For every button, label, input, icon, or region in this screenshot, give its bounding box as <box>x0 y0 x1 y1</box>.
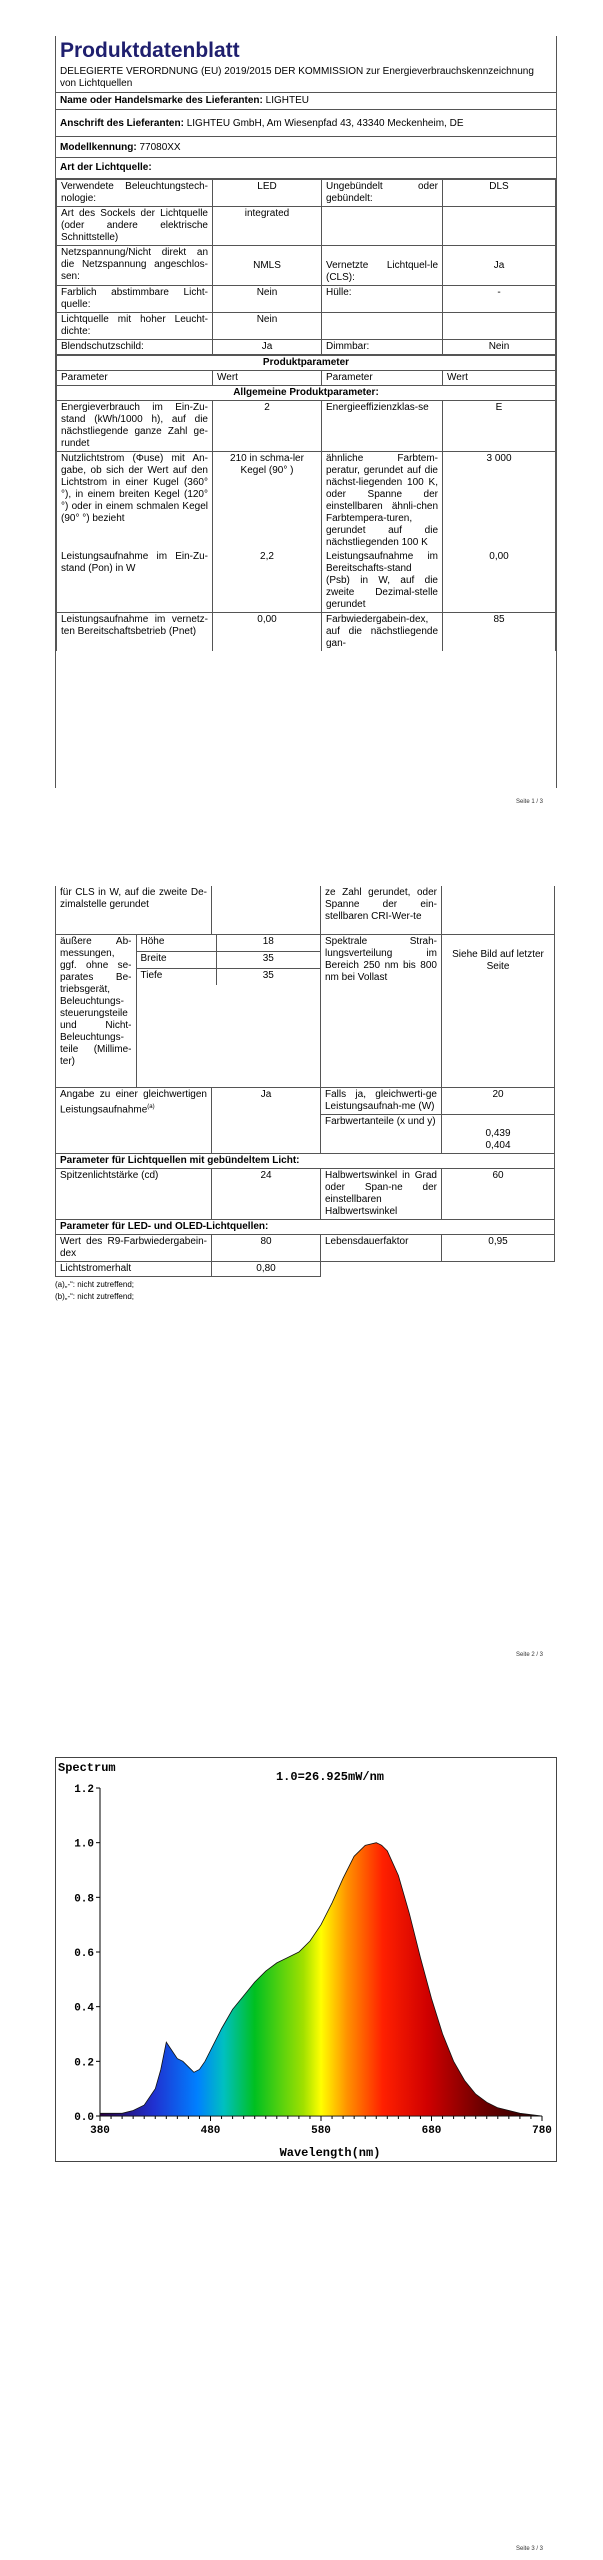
dim-name: Höhe <box>136 935 216 951</box>
supplier-name-label: Name oder Handelsmarke des Lieferanten: <box>60 95 263 106</box>
y-tick-label: 0.4 <box>74 2002 94 2015</box>
chroma-y: 0,404 <box>485 1140 511 1151</box>
row-label: Farblich abstimmbare Licht-quelle: <box>57 286 213 313</box>
x-tick-label: 780 <box>532 2125 552 2137</box>
empty-cell <box>212 886 321 935</box>
spectrum-svg <box>56 1758 556 2161</box>
row-label: Art des Sockels der Lichtquelle (oder andere elektrische Schnittstelle) <box>57 207 213 246</box>
row-value: LED <box>213 180 322 207</box>
y-tick-label: 0.2 <box>74 2057 94 2070</box>
survival-label: Lebensdauerfaktor <box>321 1235 442 1262</box>
maint-label: Lichtstromerhalt <box>56 1262 212 1277</box>
maint-value: 0,80 <box>212 1262 321 1277</box>
eclass-label: Energieeffizienzklas-se <box>322 401 443 452</box>
chroma-label: Farbwertanteile (x und y) <box>321 1115 442 1154</box>
continued-params-table <box>55 886 555 1277</box>
pnet-label: Leistungsaufnahme im vernetz-ten Bereitschaftsbetrieb (Pnet) <box>57 613 213 652</box>
row-label-2: Vernetzte Lichtquel-le (CLS): <box>322 246 443 286</box>
peak-value: 24 <box>212 1169 321 1220</box>
dim-name: Tiefe <box>136 969 216 986</box>
cct-value: 3 000 <box>443 452 556 551</box>
y-tick-label: 0.0 <box>74 2112 94 2124</box>
row-label: Verwendete Beleuchtungstech-nologie: <box>57 180 213 207</box>
col-value: Wert <box>213 371 322 386</box>
row-label: Netzspannung/Nicht direkt an die Netzspannung angeschlos-sen: <box>57 246 213 286</box>
table-row <box>57 613 556 652</box>
dim-value: 35 <box>216 951 320 968</box>
row-label-2: Dimmbar: <box>322 340 443 355</box>
led-header: Parameter für LED- und OLED-Lichtquellen: <box>56 1220 555 1235</box>
footnotes <box>55 1277 555 1303</box>
row-value: integrated <box>213 207 322 246</box>
supplier-name-row <box>56 92 556 109</box>
general-params-header: Allgemeine Produktparameter: <box>57 386 556 401</box>
x-tick-label: 380 <box>90 2125 110 2137</box>
pon-label: Leistungsaufnahme im Ein-Zu-stand (Pon) in W <box>57 550 213 613</box>
psb-value: 0,00 <box>443 550 556 613</box>
row-value-2: - <box>443 286 556 313</box>
page-title: Produktdatenblatt <box>60 39 240 62</box>
page-2 <box>0 886 603 1666</box>
page-number: Seite 3 / 3 <box>516 2546 544 2552</box>
col-value-2: Wert <box>443 371 556 386</box>
table-row <box>56 1088 555 1115</box>
eclass-value: E <box>443 401 556 452</box>
empty-cell <box>442 886 555 935</box>
table-row <box>57 286 556 313</box>
page-1-frame <box>55 36 557 788</box>
y-tick-label: 1.0 <box>74 1838 94 1851</box>
row-value: NMLS <box>213 246 322 286</box>
page-number: Seite 2 / 3 <box>516 1652 544 1658</box>
product-params-header: Produktparameter <box>57 356 556 371</box>
equiv-label <box>56 1088 212 1154</box>
x-axis-label: Wavelength(nm) <box>279 2146 381 2160</box>
table-row <box>57 340 556 355</box>
dimensions-table <box>56 935 320 1087</box>
cri-label-cont: ze Zahl gerundet, oder Spanne der ein-stellbaren CRI-Wer-te <box>321 886 442 935</box>
col-param-2: Parameter <box>322 371 443 386</box>
pnet-value: 0,00 <box>213 613 322 652</box>
table-row <box>56 1262 555 1277</box>
row-label-2 <box>322 207 443 246</box>
peak-label: Spitzenlichtstärke (cd) <box>56 1169 212 1220</box>
equiv-value: Ja <box>212 1088 321 1154</box>
y-tick-label: 0.6 <box>74 1948 94 1960</box>
beam-label: Halbwertswinkel in Grad oder Span-ne der einstellbaren Halbwertswinkel <box>321 1169 442 1220</box>
row-label: Blendschutzschild: <box>57 340 213 355</box>
table-row <box>57 180 556 207</box>
table-row <box>57 207 556 246</box>
x-tick-label: 480 <box>200 2125 221 2137</box>
flux-value: 210 in schma-ler Kegel (90° ) <box>213 452 322 551</box>
row-label-2 <box>322 313 443 340</box>
product-params-table <box>56 355 556 651</box>
cri-label: Farbwiedergabein-dex, auf die nächstliegende gan- <box>322 613 443 652</box>
psb-label: Leistungsaufnahme im Bereitschafts-stand (Psb) in W, auf die zweite Dezimal-stelle gerundet <box>322 550 443 613</box>
chart-title: Spectrum <box>58 1761 116 1775</box>
model-label: Modellkennung: <box>60 142 137 153</box>
table-row <box>57 313 556 340</box>
table-header-row <box>57 371 556 386</box>
x-tick-label: 680 <box>421 2125 442 2137</box>
col-param: Parameter <box>57 371 213 386</box>
y-tick-label: 1.2 <box>74 1784 94 1796</box>
r9-label: Wert des R9-Farbwiedergabein-dex <box>56 1235 212 1262</box>
table-row <box>56 1235 555 1262</box>
directional-header: Parameter für Lichtquellen mit gebündeltem Licht: <box>56 1154 555 1169</box>
beam-value: 60 <box>442 1169 555 1220</box>
row-label-2: Hülle: <box>322 286 443 313</box>
dimensions-cell <box>56 935 321 1088</box>
page-2-frame <box>55 886 555 1328</box>
model-value: 77080XX <box>139 142 181 153</box>
equiv-power-label: Falls ja, gleichwerti-ge Leistungsaufnah-me (W) <box>321 1088 442 1115</box>
energy-label: Energieverbrauch im Ein-Zu-stand (kWh/1000 h), auf die nächstliegende ganze Zahl ge-rundet <box>57 401 213 452</box>
table-row <box>57 550 556 613</box>
supplier-address-value: LIGHTEU GmbH, Am Wiesenpfad 43, 43340 Meckenheim, DE <box>186 118 464 129</box>
row-value: Nein <box>213 313 322 340</box>
table-row <box>57 452 556 551</box>
model-row <box>56 136 556 157</box>
spectrum-area <box>100 1843 542 2116</box>
type-label: Art der Lichtquelle: <box>56 157 556 179</box>
row-label: Lichtquelle mit hoher Leucht-dichte: <box>57 313 213 340</box>
cri-value: 85 <box>443 613 556 652</box>
supplier-address-row <box>56 109 556 136</box>
light-source-table <box>56 179 556 355</box>
spectrum-value: Siehe Bild auf letzter Seite <box>442 935 555 1088</box>
x-tick-label: 580 <box>311 2125 331 2137</box>
chart-annotation: 1.0=26.925mW/nm <box>275 1770 385 1784</box>
row-label-2: Ungebündelt oder gebündelt: <box>322 180 443 207</box>
page-number: Seite 1 / 3 <box>516 799 544 805</box>
r9-value: 80 <box>212 1235 321 1262</box>
table-row <box>57 246 556 286</box>
dim-name: Breite <box>136 951 216 968</box>
row-value-2: Ja <box>443 246 556 286</box>
pnet-label-cont: für CLS in W, auf die zweite De-zimalstelle gerundet <box>56 886 212 935</box>
chroma-values <box>442 1115 555 1154</box>
spectrum-chart <box>55 1757 557 2162</box>
page-1 <box>0 0 603 830</box>
dim-value: 35 <box>216 969 320 986</box>
footnote-b: (b)„-“: nicht zutreffend; <box>55 1292 134 1301</box>
row-value-2 <box>443 207 556 246</box>
footnote-a: (a)„-“: nicht zutreffend; <box>55 1280 134 1289</box>
survival-value: 0,95 <box>442 1235 555 1262</box>
row-value-2 <box>443 313 556 340</box>
dim-value: 18 <box>216 935 320 951</box>
equiv-footnote-mark: (a) <box>147 1104 155 1110</box>
row-value-2: DLS <box>443 180 556 207</box>
pon-value: 2,2 <box>213 550 322 613</box>
equiv-power-value: 20 <box>442 1088 555 1115</box>
table-row <box>56 886 555 935</box>
table-row <box>56 1169 555 1220</box>
cct-label: ähnliche Farbtem-peratur, gerundet auf die nächst-liegenden 100 K, oder Spanne der einstellbaren ähnli-chen Farbtempera-turen, gerundet auf die nächstliegenden 100 K <box>322 452 443 551</box>
row-value: Ja <box>213 340 322 355</box>
table-row <box>57 401 556 452</box>
spectrum-label: Spektrale Strah-lungsverteilung im Bereich 250 nm bis 800 nm bei Vollast <box>321 935 442 1088</box>
flux-label: Nutzlichtstrom (Φuse) mit An-gabe, ob sich der Wert auf den Lichtstrom in einer Kugel (360° °), in einem breiten Kegel (120° °) oder in einem schmalen Kegel (90° °) bezieht <box>57 452 213 551</box>
chroma-x: 0,439 <box>485 1128 511 1139</box>
energy-value: 2 <box>213 401 322 452</box>
row-value: Nein <box>213 286 322 313</box>
supplier-address-label: Anschrift des Lieferanten: <box>60 118 184 129</box>
row-value-2: Nein <box>443 340 556 355</box>
dimensions-row <box>56 935 555 1088</box>
equiv-label-text: Angabe zu einer gleichwertigen Leistungsaufnahme <box>60 1089 207 1116</box>
dimensions-label: äußere Ab-messungen, ggf. ohne se-parates Be-triebsgerät, Beleuchtungs-steuerungsteile und Nicht-Beleuchtungs-teile (Millime-ter) <box>56 935 136 1087</box>
y-tick-label: 0.8 <box>74 1893 94 1906</box>
supplier-name-value: LIGHTEU <box>265 95 309 106</box>
regulation-text: DELEGIERTE VERORDNUNG (EU) 2019/2015 DER KOMMISSION zur Energieverbrauchskennzeichnung von Lichtquellen <box>60 66 534 89</box>
